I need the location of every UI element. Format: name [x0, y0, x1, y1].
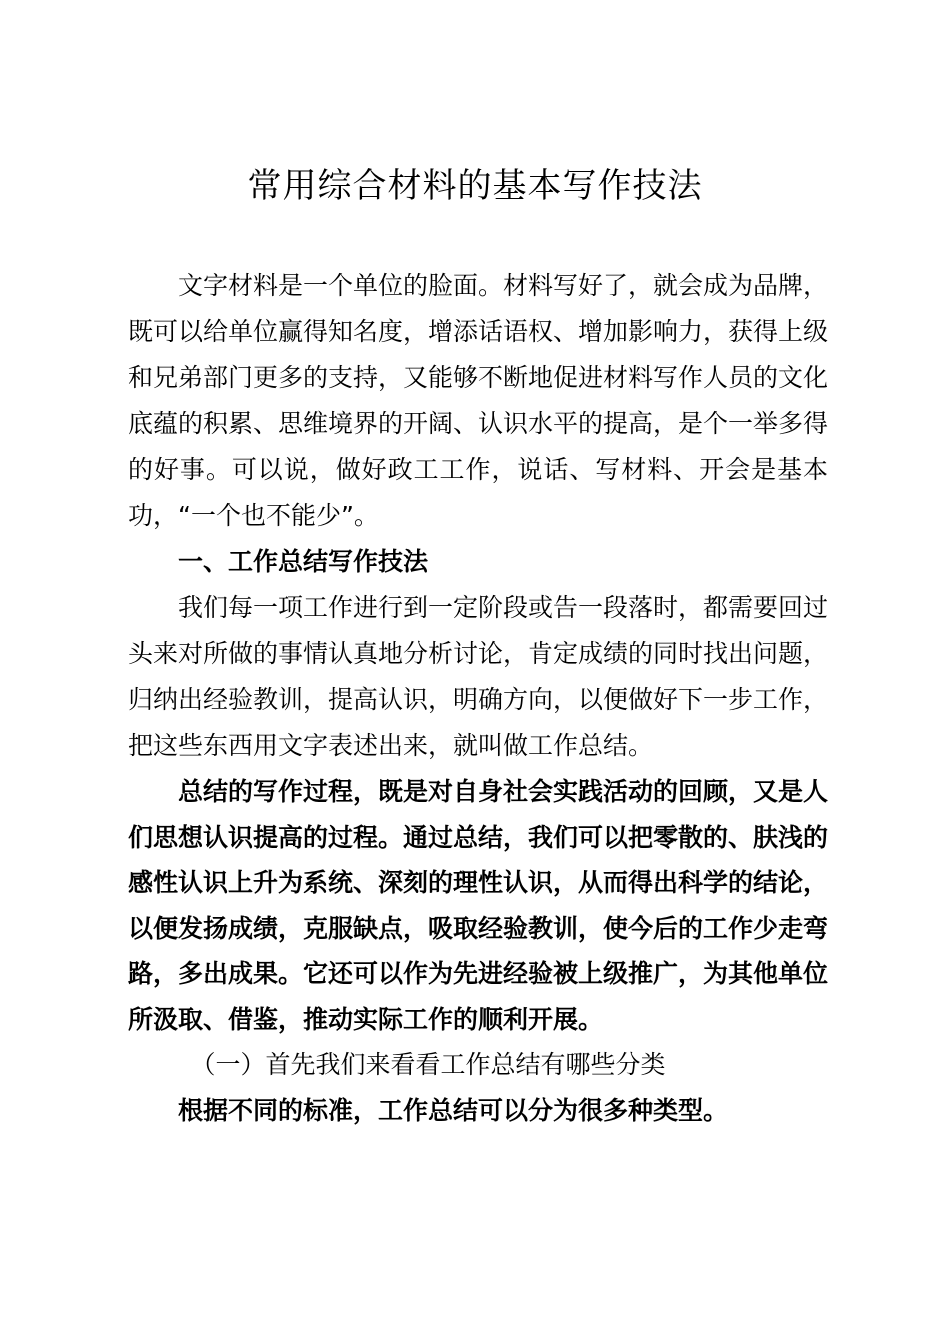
document-title: 常用综合材料的基本写作技法: [247, 166, 703, 206]
categories-lead-paragraph: 根据不同的标准，工作总结可以分为很多种类型。: [178, 1096, 729, 1125]
summary-process-paragraph: 总结的写作过程，既是对自身社会实践活动的回顾，又是人们思想认识提高的过程。通过总结，我们可以把零散的、肤浅的感性认识上升为系统、深刻的理性认识，从而得出科学的结论，以便发扬成绩，克服缺点，吸取经验教训，使今后的工作少走弯路，多出成果。它还可以作为先进经验被上级推广，为其他单位所汲取、借鉴，推动实际工作的顺利开展。: [128, 777, 829, 1034]
document-body: [128, 263, 828, 1134]
work-summary-definition-paragraph: 我们每一项工作进行到一定阶段或告一段落时，都需要回过头来对所做的事情认真地分析讨论，肯定成绩的同时找出问题，归纳出经验教训，提高认识，明确方向，以便做好下一步工作，把这些东西用文字表述出来，就叫做工作总结。: [128, 593, 829, 760]
subsection-heading-categories: （一）首先我们来看看工作总结有哪些分类: [190, 1050, 666, 1079]
intro-paragraph: 文字材料是一个单位的脸面。材料写好了，就会成为品牌，既可以给单位赢得知名度，增添话语权、增加影响力，获得上级和兄弟部门更多的支持，又能够不断地促进材料写作人员的文化底蕴的积累、思维境界的开阔、认识水平的提高，是个一举多得的好事。可以说，做好政工工作，说话、写材料、开会是基本功，“一个也不能少”。: [128, 271, 829, 530]
section-heading-work-summary: 一、工作总结写作技法: [178, 547, 429, 576]
